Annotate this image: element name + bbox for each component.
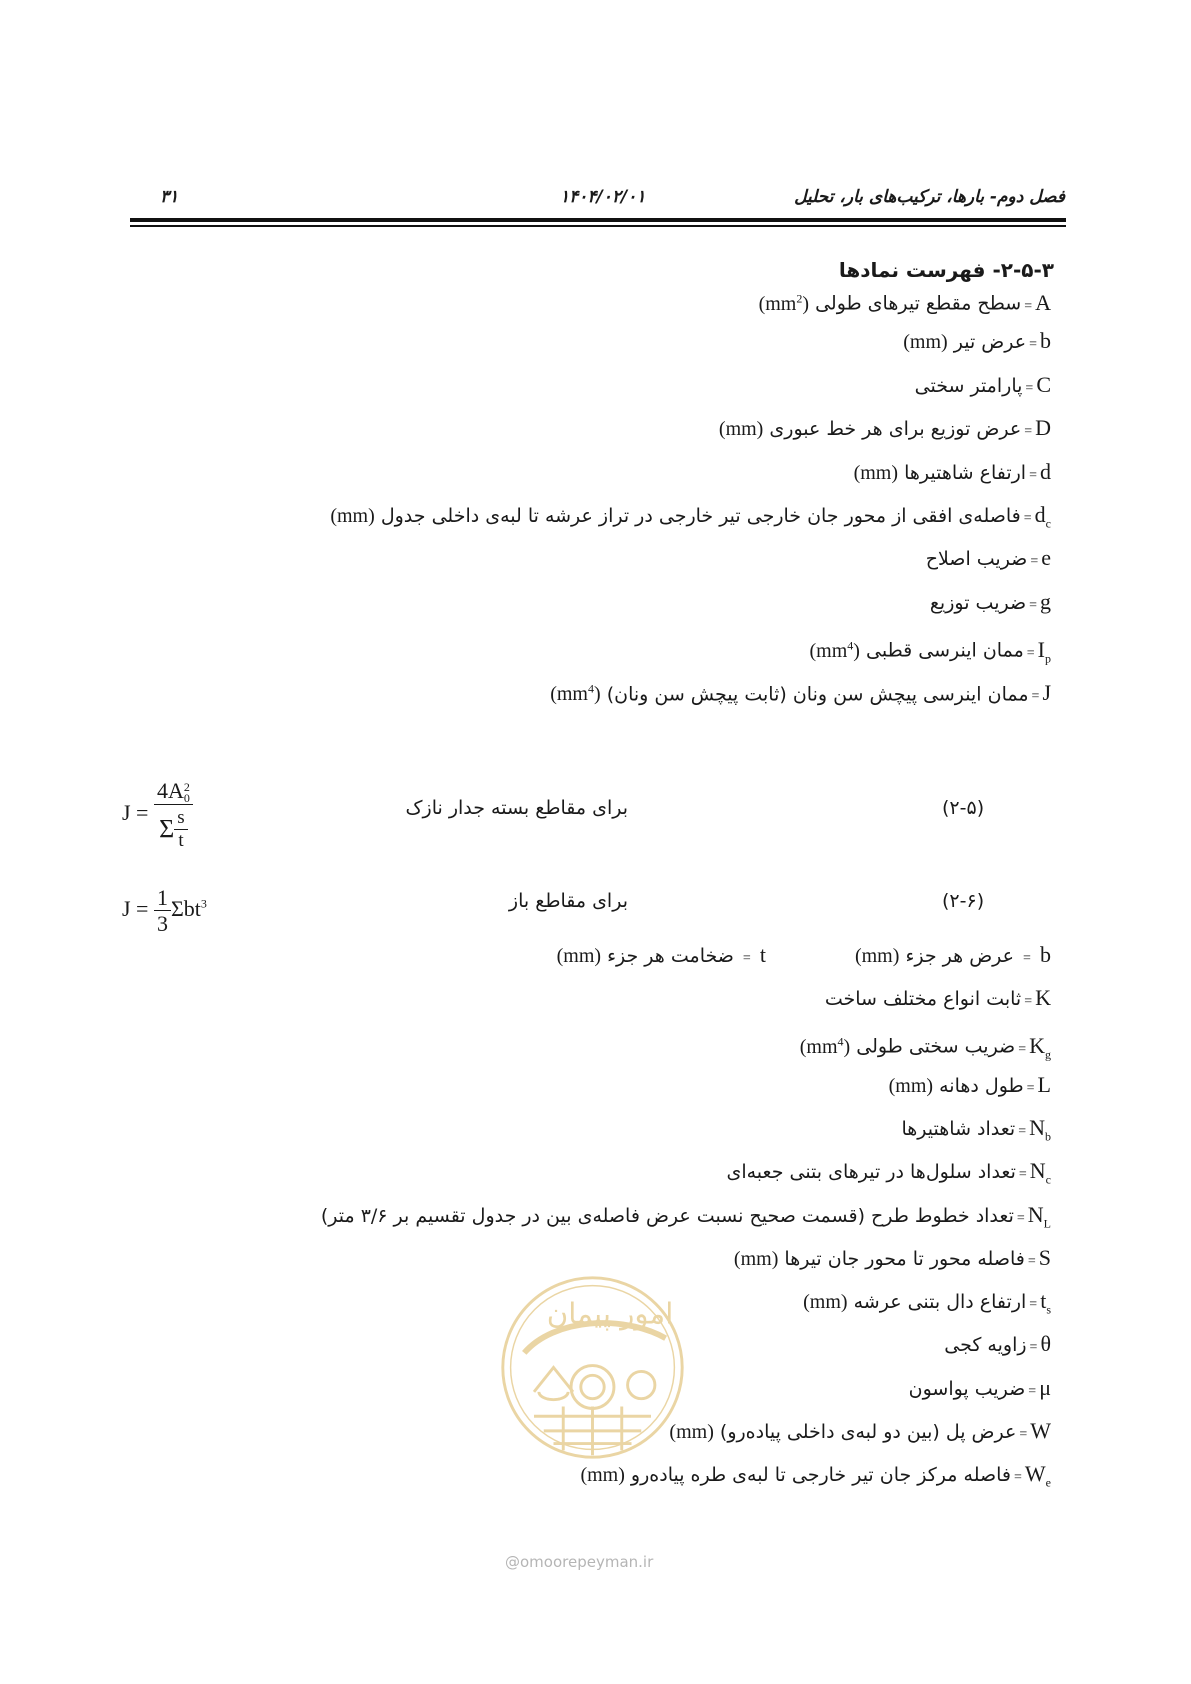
unit-superscript: 4 — [847, 638, 854, 653]
symbol: $N_L$ — [1027, 1201, 1051, 1230]
symbol-unit: (mm) — [330, 505, 375, 527]
symbol-description: عرض پل (بین دو لبه‌ی داخلی پیاده‌رو) — [719, 1421, 1017, 1443]
symbol-description: تعداد شاهتیرها — [901, 1117, 1016, 1140]
symbol-entry — [330, 500, 1051, 530]
symbol: e — [1041, 545, 1051, 571]
symbol-unit: (mm) — [556, 945, 602, 967]
formula-lhs: J = — [122, 799, 149, 825]
symbol: $K_g$ — [1029, 1032, 1051, 1062]
equals: = — [1026, 1080, 1035, 1096]
sup: 3 — [200, 896, 207, 911]
symbol-unit: (mm) — [853, 461, 899, 484]
equals: = — [1024, 994, 1033, 1009]
formula-2-5 — [122, 778, 193, 851]
formula-lhs: J = — [122, 895, 149, 921]
symbol: $N_c$ — [1029, 1158, 1051, 1187]
symbol: $d_c$ — [1034, 502, 1051, 531]
symbol-description: ارتفاع شاهتیرها — [904, 461, 1027, 484]
symbol-subscript: c — [1045, 516, 1051, 531]
symbol-entry — [799, 1026, 1051, 1062]
formula-2-6-number: (۲-۶) — [942, 890, 985, 912]
header-date: ۱۴۰۴/۰۲/۰۱ — [560, 187, 646, 207]
symbol: $W_e$ — [1024, 1461, 1051, 1490]
symbol: $t_s$ — [1040, 1288, 1051, 1317]
symbol: t — [759, 942, 766, 967]
equals: = — [1024, 424, 1033, 440]
symbol: W — [1030, 1418, 1051, 1443]
formula-2-5-caption: برای مقاطع بسته جدار نازک — [405, 797, 628, 819]
symbol-description: ضریب پواسون — [908, 1377, 1026, 1400]
symbol-subscript: p — [1045, 651, 1051, 666]
formula-rest: Σbt — [170, 895, 201, 921]
symbol-unit: (mm) — [669, 1421, 714, 1443]
symbol-entry — [803, 1286, 1051, 1316]
symbol-unit: (mm) — [803, 1291, 848, 1314]
symbol: K — [1035, 985, 1051, 1010]
inner-denominator: t — [178, 829, 184, 851]
symbol-entry — [825, 983, 1051, 1013]
symbol: $I_p$ — [1037, 636, 1051, 666]
symbol: g — [1040, 588, 1051, 614]
equals: = — [1019, 1427, 1028, 1442]
symbol-subscript: L — [1043, 1215, 1051, 1230]
symbol-description: ممان اینرسی پیچش سن ونان (ثابت پیچش سن ونان) — [606, 683, 1029, 706]
equals: = — [1026, 645, 1035, 661]
symbol-entry — [915, 370, 1051, 400]
symbol-description: ضریب سختی طولی — [856, 1035, 1016, 1058]
header-rule-thick — [130, 218, 1066, 222]
fraction — [154, 778, 193, 851]
sigma: Σ — [159, 814, 175, 844]
symbol-subscript: g — [1045, 1047, 1051, 1062]
symbol: C — [1036, 371, 1051, 397]
inner-numerator: s — [174, 807, 187, 830]
symbol-description: طول دهانه — [939, 1074, 1024, 1097]
equals: = — [1029, 1340, 1038, 1356]
symbol-subscript: e — [1045, 1475, 1051, 1490]
watermark-url: @omoorepeyman.ir — [505, 1553, 654, 1571]
equals: = — [1030, 554, 1039, 570]
symbol-description: تعداد خطوط طرح (قسمت صحیح نسبت عرض فاصله‌ی بین در جدول تقسیم بر ۳/۶ متر) — [320, 1204, 1014, 1227]
symbol-description: پارامتر سختی — [914, 374, 1023, 397]
unit-superscript: 4 — [837, 1034, 844, 1049]
symbol-description: عرض تیر — [953, 331, 1027, 354]
watermark-seal — [495, 1270, 690, 1465]
symbol: $N_b$ — [1029, 1114, 1051, 1144]
symbol-description: ضریب اصلاح — [925, 548, 1028, 571]
symbol-unit: (mm) — [733, 1247, 779, 1270]
header-rule-thin — [130, 225, 1066, 227]
equals: = — [742, 951, 751, 966]
symbol-description: ضریب توزیع — [929, 591, 1027, 614]
equals: = — [1024, 298, 1033, 314]
symbol-entry — [902, 1113, 1052, 1143]
symbol-unit: $(mm^2)$ — [758, 291, 810, 315]
sub: 0 — [183, 790, 190, 805]
equals: = — [1023, 511, 1032, 526]
symbol-subscript: c — [1045, 1172, 1051, 1187]
equals: = — [1028, 1383, 1037, 1399]
symbol: θ — [1040, 1331, 1051, 1357]
symbol-entry — [669, 1416, 1051, 1446]
symbol: b — [1040, 942, 1051, 967]
symbol-entry — [759, 283, 1051, 313]
symbol-unit: (mm) — [718, 418, 764, 441]
symbol-unit: (mm) — [903, 331, 948, 354]
symbol-unit: $(mm^4)$ — [809, 638, 860, 662]
symbol: D — [1035, 415, 1051, 441]
symbol-entry — [889, 1070, 1051, 1100]
watermark-logo-text: امور پیمان — [546, 1296, 674, 1331]
symbol-entry — [854, 457, 1051, 487]
equals: = — [1014, 1470, 1022, 1486]
symbol: μ — [1039, 1374, 1051, 1400]
equals: = — [1025, 380, 1034, 396]
section-title: ۲-۵-۳- فهرست نمادها — [838, 258, 1054, 282]
symbol-unit: (mm) — [854, 945, 900, 967]
symbol-description: تعداد سلول‌ها در تیرهای بتنی جعبه‌ای — [726, 1161, 1016, 1184]
equals: = — [1018, 1167, 1027, 1183]
page-number: ۳۱ — [160, 187, 179, 207]
symbol-description: فاصله محور تا محور جان تیرها — [784, 1247, 1025, 1270]
symbol-description: عرض هر جزء — [905, 945, 1014, 967]
fraction-denominator: 3 — [156, 911, 168, 937]
symbol-description: ثابت انواع مختلف ساخت — [824, 988, 1022, 1010]
equals: = — [1018, 1041, 1027, 1057]
symbol-entry — [726, 1156, 1051, 1186]
symbol-description: فاصله مرکز جان تیر خارجی تا لبه‌ی طره پیاده‌رو — [630, 1464, 1011, 1487]
symbol-entry — [903, 326, 1051, 356]
symbol-description: عرض توزیع برای هر خط عبوری — [769, 418, 1022, 441]
symbol-entry — [321, 1200, 1051, 1230]
equals: = — [1027, 1253, 1036, 1269]
equals: = — [1023, 951, 1031, 966]
symbol-entry — [944, 1329, 1051, 1359]
symbol-entry — [909, 1373, 1051, 1403]
symbol-description: ارتفاع دال بتنی عرشه — [853, 1291, 1027, 1314]
symbol-entry — [930, 587, 1051, 617]
fraction — [154, 885, 171, 937]
equals: = — [1018, 1123, 1027, 1139]
fraction-numerator: 4A — [156, 778, 184, 803]
equals: = — [1029, 1297, 1038, 1313]
symbol-description: سطح مقطع تیرهای طولی — [815, 292, 1022, 315]
symbol-entry — [926, 543, 1051, 573]
symbol: b — [1040, 328, 1051, 354]
symbol-entry — [719, 413, 1051, 443]
fraction-numerator: 1 — [154, 885, 171, 911]
chapter-title: فصل دوم- بارها، ترکیب‌های بار، تحلیل — [794, 187, 1065, 207]
equals: = — [1029, 337, 1037, 353]
equals: = — [1031, 689, 1040, 705]
symbol-description: فاصله‌ی افقی از محور جان خارجی تیر خارجی در تراز عرشه تا لبه‌ی داخلی جدول — [380, 505, 1021, 527]
symbol-description: ضخامت هر جزء — [607, 945, 734, 967]
symbol: d — [1040, 458, 1051, 484]
symbol: A — [1035, 289, 1051, 315]
symbol-entry — [734, 1243, 1051, 1273]
equals: = — [1029, 597, 1037, 613]
symbol-subscript: b — [1045, 1129, 1051, 1144]
formula-2-6 — [122, 885, 207, 937]
symbol: S — [1038, 1244, 1051, 1270]
symbol: L — [1037, 1071, 1051, 1097]
symbol-unit: $(mm^4)$ — [799, 1034, 851, 1058]
unit-superscript: 4 — [588, 681, 594, 696]
symbol-unit: (mm) — [580, 1464, 625, 1487]
symbol-entry — [809, 630, 1052, 666]
symbol-description: زاویه کجی — [944, 1334, 1027, 1357]
formula-2-6-caption: برای مقاطع باز — [508, 890, 628, 912]
formula-2-5-number: (۲-۵) — [942, 797, 985, 819]
symbol-unit: (mm) — [888, 1074, 934, 1097]
sup: 2 — [183, 780, 190, 795]
symbol-subscript: s — [1046, 1302, 1051, 1317]
symbol-entry-b-element — [855, 940, 1051, 970]
symbol-unit: $(mm^4)$ — [550, 681, 601, 706]
unit-superscript: 2 — [796, 291, 803, 305]
symbol-entry-t-element — [557, 940, 766, 970]
symbol: J — [1042, 680, 1051, 706]
symbol-description: ممان اینرسی قطبی — [866, 639, 1024, 662]
equals: = — [1029, 467, 1037, 483]
equals: = — [1016, 1210, 1025, 1226]
symbol-entry — [550, 674, 1051, 704]
